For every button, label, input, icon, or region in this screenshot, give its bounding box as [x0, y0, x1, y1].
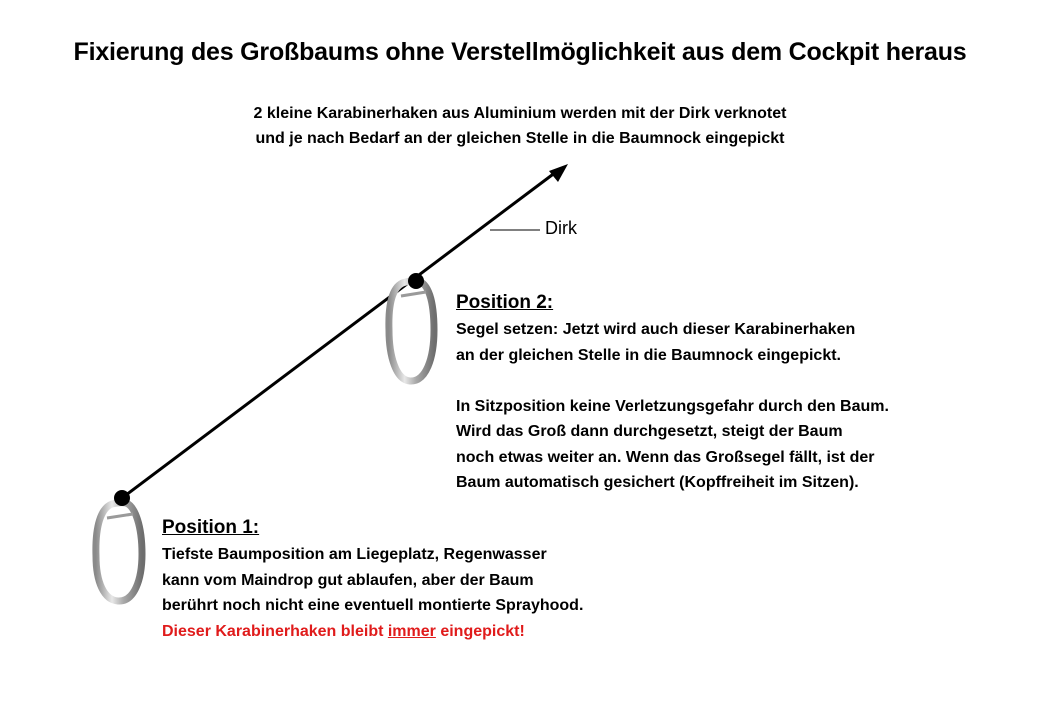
warning-emphasis: immer	[387, 622, 436, 640]
position-2-heading: Position 2:	[456, 292, 554, 313]
dirk-label: Dirk	[545, 218, 577, 238]
intro-line-1: 2 kleine Karabinerhaken aus Aluminium werden mit der Dirk verknotet	[253, 105, 787, 122]
warning-text-before: Dieser Karabinerhaken bleibt	[162, 622, 388, 640]
dirk-arrowhead	[549, 164, 568, 182]
position-1-description	[162, 514, 583, 644]
carabiner-icon-position-1	[96, 503, 142, 601]
page-title: Fixierung des Großbaums ohne Verstellmöglichkeit aus dem Cockpit heraus	[73, 38, 967, 66]
attachment-point-position-2	[408, 273, 424, 289]
attachment-point-position-1	[114, 490, 130, 506]
position-1-line: Tiefste Baumposition am Liegeplatz, Regenwasser	[162, 546, 547, 563]
paragraph-gap	[456, 368, 889, 394]
position-2-line: noch etwas weiter an. Wenn das Großsegel fällt, ist der	[456, 448, 875, 466]
position-2-description	[456, 289, 889, 496]
position-2-line: Segel setzen: Jetzt wird auch dieser Karabinerhaken	[456, 321, 856, 338]
position-1-line: kann vom Maindrop gut ablaufen, aber der Baum	[162, 571, 534, 589]
position-2-line: an der gleichen Stelle in die Baumnock eingepickt.	[456, 346, 841, 364]
position-2-line: Wird das Groß dann durchgesetzt, steigt der Baum	[456, 423, 843, 440]
intro-line-2: und je nach Bedarf an der gleichen Stelle in die Baumnock eingepickt	[255, 130, 785, 147]
position-1-warning	[162, 619, 583, 645]
position-2-line: In Sitzposition keine Verletzungsgefahr durch den Baum.	[456, 397, 889, 415]
position-1-line: berührt noch nicht eine eventuell montierte Sprayhood.	[162, 597, 584, 614]
carabiner-icon-position-2	[389, 281, 434, 381]
warning-text-after: eingepickt!	[435, 622, 525, 640]
position-1-heading: Position 1:	[162, 517, 260, 538]
position-2-line: Baum automatisch gesichert (Kopffreiheit im Sitzen).	[456, 474, 859, 491]
